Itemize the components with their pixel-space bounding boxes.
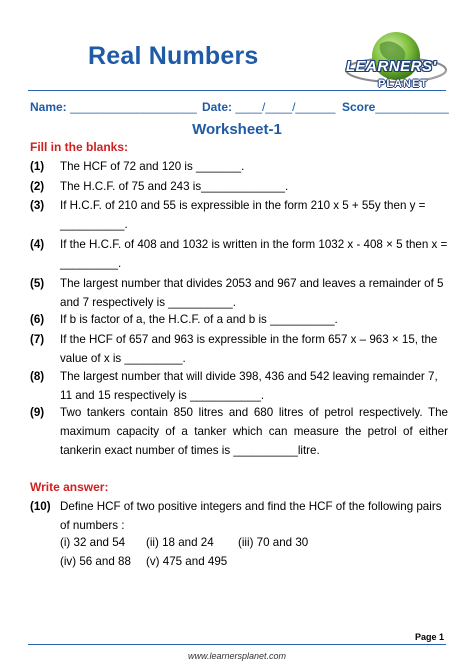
logo-text-learners: LEARNERS' <box>346 58 437 75</box>
name-blank: ___________________ <box>70 100 197 114</box>
date-field <box>202 100 335 114</box>
question-text: The HCF of 72 and 120 is _______. <box>60 160 245 173</box>
question-text: Define HCF of two positive integers and find the HCF of the following pairs of numbers : <box>60 500 442 532</box>
question-text: If the H.C.F. of 408 and 1032 is written in the form 1032 x - 408 × 5 then x = _________. <box>60 238 448 270</box>
page-title: Real Numbers <box>88 42 259 70</box>
page-number: Page 1 <box>414 632 444 642</box>
question-number: (4) <box>30 238 45 251</box>
pairs-row-1 <box>60 533 308 552</box>
pair-item: (i) 32 and 54 <box>60 536 126 549</box>
pair-item: (v) 475 and 495 <box>146 555 228 568</box>
question-text: If b is factor of a, the H.C.F. of a and b is __________. <box>60 313 338 326</box>
name-label: Name: <box>30 100 67 114</box>
question-number: (7) <box>30 333 45 346</box>
pair-item: (iii) 70 and 30 <box>238 536 309 549</box>
worksheet-title: Worksheet-1 <box>192 121 282 138</box>
question-text: The H.C.F. of 75 and 243 is_____________. <box>60 180 289 193</box>
footer-rule <box>28 644 446 645</box>
score-label: Score <box>342 100 376 114</box>
header-rule <box>28 90 446 91</box>
footer-url: www.learnersplanet.com <box>187 651 287 661</box>
question-number: (8) <box>30 370 45 383</box>
question-number: (2) <box>30 180 45 193</box>
logo-text-planet: PLANET <box>378 78 428 90</box>
question-text: The largest number that divides 2053 and 967 and leaves a remainder of 5 and 7 respectively is __________. <box>60 277 444 309</box>
question-number: (5) <box>30 277 45 290</box>
question-number: (10) <box>30 500 51 513</box>
question-number: (1) <box>30 160 45 173</box>
pairs-row-2 <box>60 552 227 571</box>
score-blank: ___________ <box>375 100 449 114</box>
question-text: If the HCF of 657 and 963 is expressible in the form 657 x – 963 × 15, the value of x is _________. <box>60 333 438 365</box>
pair-item: (ii) 18 and 24 <box>146 536 214 549</box>
question-number: (9) <box>30 406 45 419</box>
date-blank: ____/____/______ <box>235 100 336 114</box>
score-field <box>342 100 449 114</box>
date-label: Date: <box>202 100 233 114</box>
learners-planet-logo <box>338 26 448 96</box>
fill-blanks-heading: Fill in the blanks: <box>30 140 129 154</box>
question-number: (3) <box>30 199 45 212</box>
question-text: If H.C.F. of 210 and 55 is expressible in the form 210 x 5 + 55y then y = __________. <box>60 199 426 231</box>
question-text: Two tankers contain 850 litres and 680 litres of petrol respectively. The maximum capacity of a tanker which can measure the petrol of either tankerin exact number of times is __________litre. <box>60 406 448 457</box>
write-answer-heading: Write answer: <box>30 480 109 494</box>
name-field <box>30 100 197 114</box>
pair-item: (iv) 56 and 88 <box>60 555 131 568</box>
question-number: (6) <box>30 313 45 326</box>
question-text: The largest number that will divide 398, 436 and 542 leaving remainder 7, 11 and 15 respectively is ___________. <box>60 370 438 402</box>
